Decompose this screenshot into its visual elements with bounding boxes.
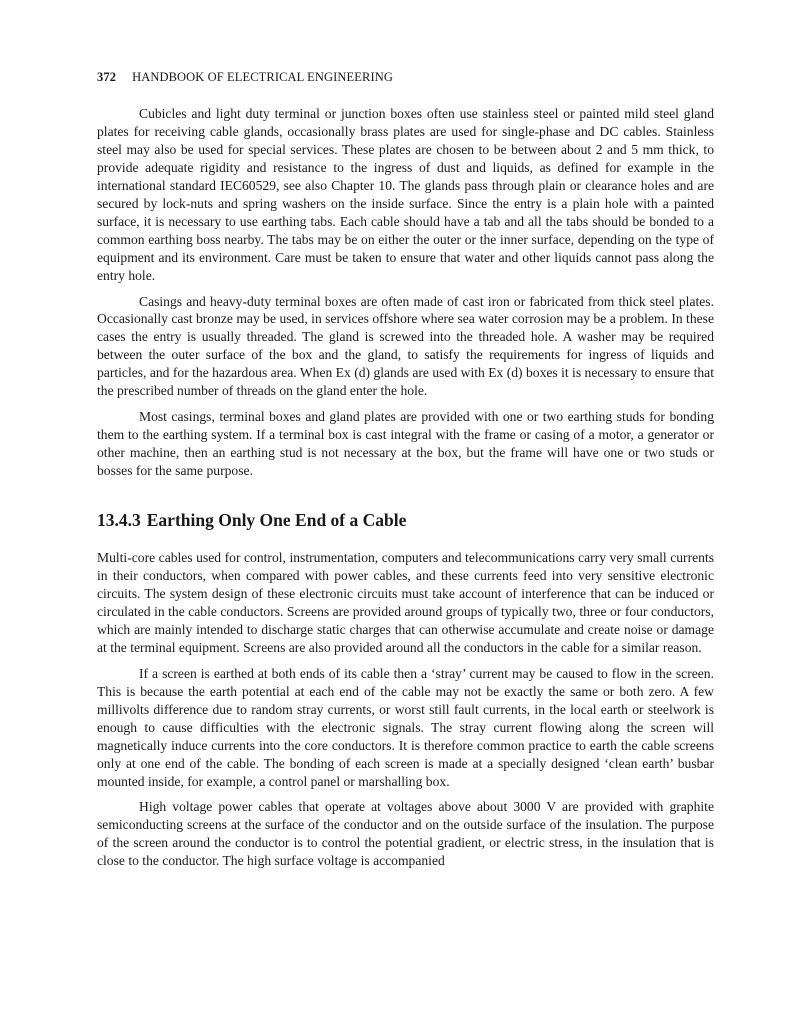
- paragraph: High voltage power cables that operate at voltages above about 3000 V are provided with graphite semiconducting screens at the surface of the conductor and on the outside surface of the insulation. The purpose of the screen around the conductor is to control the potential gradient, or electric stress, in the insulation that is close to the conductor. The high surface voltage is accompanied: [97, 799, 714, 869]
- section-heading: [97, 510, 714, 530]
- paragraph: Most casings, terminal boxes and gland plates are provided with one or two earthing studs for bonding them to the earthing system. If a terminal box is cast integral with the frame or casing of a motor, a generator or other machine, then an earthing stud is not necessary at the box, but the frame will have one or two studs or bosses for the same purpose.: [97, 409, 714, 479]
- paragraph: If a screen is earthed at both ends of its cable then a ‘stray’ current may be caused to flow in the screen. This is because the earth potential at each end of the cable may not be exactly the same or both zero. A few millivolts difference due to random stray currents, or worst still fault currents, in the local earth or steelwork is enough to cause difficulties with the electronic signals. The stray current flowing along the screen will magnetically induce currents into the core conductors. It is therefore common practice to earth the cable screens only at one end of the cable. The bonding of each screen is made at a specially designed ‘clean earth’ busbar mounted inside, for example, a control panel or marshalling box.: [97, 665, 714, 789]
- paragraph: Multi-core cables used for control, instrumentation, computers and telecommunications carry very small currents in their conductors, when compared with power cables, and these currents feed into very sensitive electronic circuits. The system design of these electronic circuits must take account of interference that can be induced or circulated in the cable conductors. Screens are provided around groups of typically two, three or four conductors, which are mainly intended to discharge static charges that can otherwise accumulate and create noise or damage at the terminal equipment. Screens are also provided around all the conductors in the cable for a similar reason.: [97, 550, 714, 655]
- book-title: HANDBOOK OF ELECTRICAL ENGINEERING: [132, 70, 393, 84]
- section-number: 13.4.3: [97, 510, 141, 531]
- section-title: Earthing Only One End of a Cable: [146, 510, 407, 531]
- page-number: 372: [97, 70, 117, 84]
- running-header: [97, 70, 714, 85]
- document-page: [97, 70, 714, 878]
- paragraph: Cubicles and light duty terminal or junction boxes often use stainless steel or painted mild steel gland plates for receiving cable glands, occasionally brass plates are used for single-phase and DC cables. Stainless steel may also be used for special services. These plates are chosen to be between about 2 and 5 mm thick, to provide adequate rigidity and resistance to the ingress of dust and liquids, as defined for example in the international standard IEC60529, see also Chapter 10. The glands pass through plain or clearance holes and are secured by lock-nuts and spring washers on the inside surface. Since the entry is a plain hole with a painted surface, it is necessary to use earthing tabs. Each cable should have a tab and all the tabs should be bonded to a common earthing boss nearby. The tabs may be on either the outer or the inner surface, depending on the type of equipment and its environment. Care must be taken to ensure that water and other liquids cannot pass along the entry hole.: [97, 106, 714, 283]
- paragraph: Casings and heavy-duty terminal boxes are often made of cast iron or fabricated from thick steel plates. Occasionally cast bronze may be used, in services offshore where sea water corrosion may be a problem. In these cases the entry is usually threaded. The gland is screwed into the threaded hole. A washer may be required between the outer surface of the box and the gland, to satisfy the requirements for ingress of liquids and particles, and for the hazardous area. When Ex (d) glands are used with Ex (d) boxes it is necessary to ensure that the prescribed number of threads on the gland enter the hole.: [97, 293, 714, 399]
